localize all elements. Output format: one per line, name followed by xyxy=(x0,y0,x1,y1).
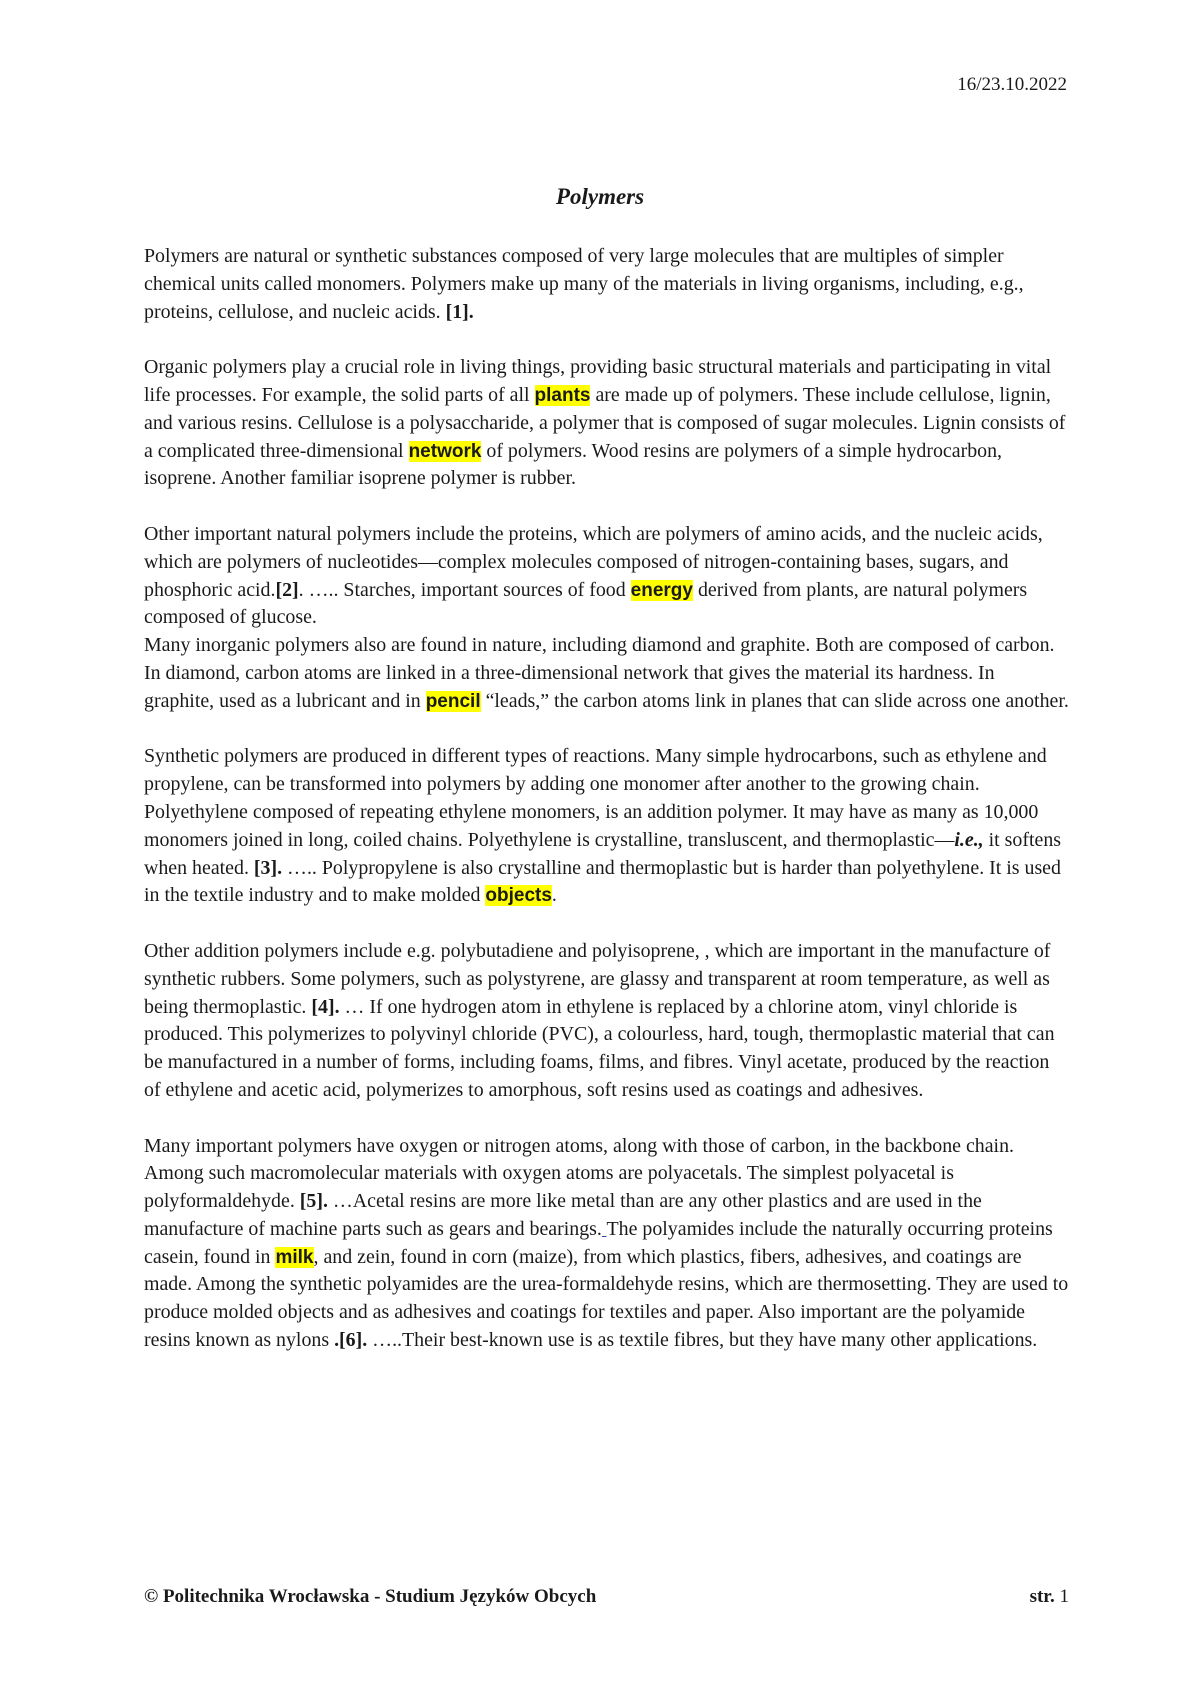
paragraph-text: derived from plants, are natural polymers composed of glucose. xyxy=(144,578,1028,629)
highlighted-word-plants: plants xyxy=(534,384,591,406)
paragraph-text: ….. Polypropylene is also crystalline and thermoplastic but is harder than polyethylene. It is used in the textile industry and to make molded xyxy=(144,856,1061,907)
page-number: 1 xyxy=(1059,1586,1069,1607)
paragraph-4 xyxy=(144,632,1069,715)
paragraph-1 xyxy=(144,243,1069,326)
page-label: str. xyxy=(1029,1586,1055,1607)
reference-marker: [2] xyxy=(275,578,299,601)
page-footer xyxy=(144,1586,1069,1608)
paragraph-text: it softens when heated. xyxy=(144,828,1062,879)
reference-marker: .[6]. xyxy=(334,1329,368,1352)
footer-page-number xyxy=(1030,1586,1069,1608)
document-date: 16/23.10.2022 xyxy=(957,74,1067,95)
paragraph-text: are made up of polymers. These include cellulose, lignin, and various resins. Cellulose is a polysaccharide, a polymer that is composed of sugar molecules. Lignin consists of a complicated three-dimensional xyxy=(144,383,1066,462)
highlighted-word-objects: objects xyxy=(485,885,552,907)
paragraph-text: …..Their best-known use is as textile fibres, but they have many other applications. xyxy=(367,1329,1038,1352)
paragraph-text: , and zein, found in corn (maize), from which plastics, fibers, adhesives, and coatings are made. Among the synthetic polyamides are the urea-formaldehyde resins, which are thermosetting. They are used to produce molded objects and as adhesives and coatings for textiles and paper. Also important are the polyamide resins known as nylons xyxy=(144,1245,1069,1352)
paragraph-text: The polyamides include the naturally occurring proteins casein, found in xyxy=(144,1217,1053,1268)
paragraph-text: …Acetal resins are more like metal than are any other plastics and are used in the manufacture of machine parts such as gears and bearings. xyxy=(144,1190,982,1240)
footer-institution: © Politechnika Wrocławska - Studium Języków Obcych xyxy=(144,1586,597,1607)
paragraph-text: … If one hydrogen atom in ethylene is replaced by a chlorine atom, vinyl chloride is produced. This polymerizes to polyvinyl chloride (PVC), a colourless, hard, tough, thermoplastic material that can be manufactured in a number of forms, including foams, films, and fibres. Vinyl acetate, produced by the reaction of ethylene and acetic acid, polymerizes to amorphous, soft resins used as coatings and adhesives. xyxy=(144,995,1055,1101)
paragraph-text: of polymers. Wood resins are polymers of a simple hydrocarbon, isoprene. Another familiar isoprene polymer is rubber. xyxy=(144,439,1003,490)
document-body xyxy=(144,243,1069,1383)
reference-marker: [5]. xyxy=(299,1190,328,1213)
paragraph-2 xyxy=(144,354,1069,493)
highlighted-word-energy: energy xyxy=(630,579,693,601)
paragraph-text: Other important natural polymers include the proteins, which are polymers of amino acids, and the nucleic acids, which are polymers of nucleotides—complex molecules composed of nitrogen-containing bases, sugars, and phosphoric acid. xyxy=(144,522,1043,601)
paragraph-text: Many inorganic polymers also are found in nature, including diamond and graphite. Both are composed of carbon. In diamond, carbon atoms are linked in a three-dimensional network that gives the material its hardness. In graphite, used as a lubricant and in xyxy=(144,634,1055,712)
paragraph-text: . ….. Starches, important sources of food xyxy=(298,578,631,601)
paragraph-text: Polymers are natural or synthetic substances composed of very large molecules that are multiples of simpler chemical units called monomers. Polymers make up many of the materials in living organisms, including, e.g., proteins, cellulose, and nucleic acids. xyxy=(144,245,1024,323)
paragraph-text: Synthetic polymers are produced in different types of reactions. Many simple hydrocarbons, such as ethylene and propylene, can be transformed into polymers by adding one monomer after another to the growing chain. Polyethylene composed of repeating ethylene monomers, is an addition polymer. It may have as many as 10,000 monomers joined in long, coiled chains. Polyethylene is crystalline, transluscent, and thermoplastic— xyxy=(144,745,1047,851)
reference-marker: [4]. xyxy=(311,995,340,1018)
paragraph-5 xyxy=(144,743,1069,910)
reference-marker: [1]. xyxy=(445,300,474,323)
highlighted-word-milk: milk xyxy=(275,1246,314,1268)
paragraph-6 xyxy=(144,938,1069,1105)
highlighted-word-network: network xyxy=(408,440,482,462)
paragraph-text: Many important polymers have oxygen or nitrogen atoms, along with those of carbon, in the backbone chain. Among such macromolecular materials with oxygen atoms are polyacetals. The simplest polyacetal is polyformaldehyde. xyxy=(144,1134,1015,1213)
paragraph-text: “leads,” the carbon atoms link in planes that can slide across one another. xyxy=(480,689,1069,712)
paragraph-text: Organic polymers play a crucial role in living things, providing basic structural materials and participating in vital life processes. For example, the solid parts of all xyxy=(144,356,1052,406)
paragraph-text: . xyxy=(551,884,557,907)
highlighted-word-pencil: pencil xyxy=(425,690,481,712)
document-title: Polymers xyxy=(555,184,645,209)
paragraph-text: Other addition polymers include e.g. polybutadiene and polyisoprene, , which are important in the manufacture of synthetic rubbers. Some polymers, such as polystyrene, are glassy and transparent at room temperature, as well as being thermoplastic. xyxy=(144,939,1051,1018)
reference-marker: [3]. xyxy=(253,856,283,879)
paragraph-3 xyxy=(144,521,1069,632)
ie-abbreviation: i.e., xyxy=(954,828,984,851)
paragraph-7 xyxy=(144,1133,1069,1355)
